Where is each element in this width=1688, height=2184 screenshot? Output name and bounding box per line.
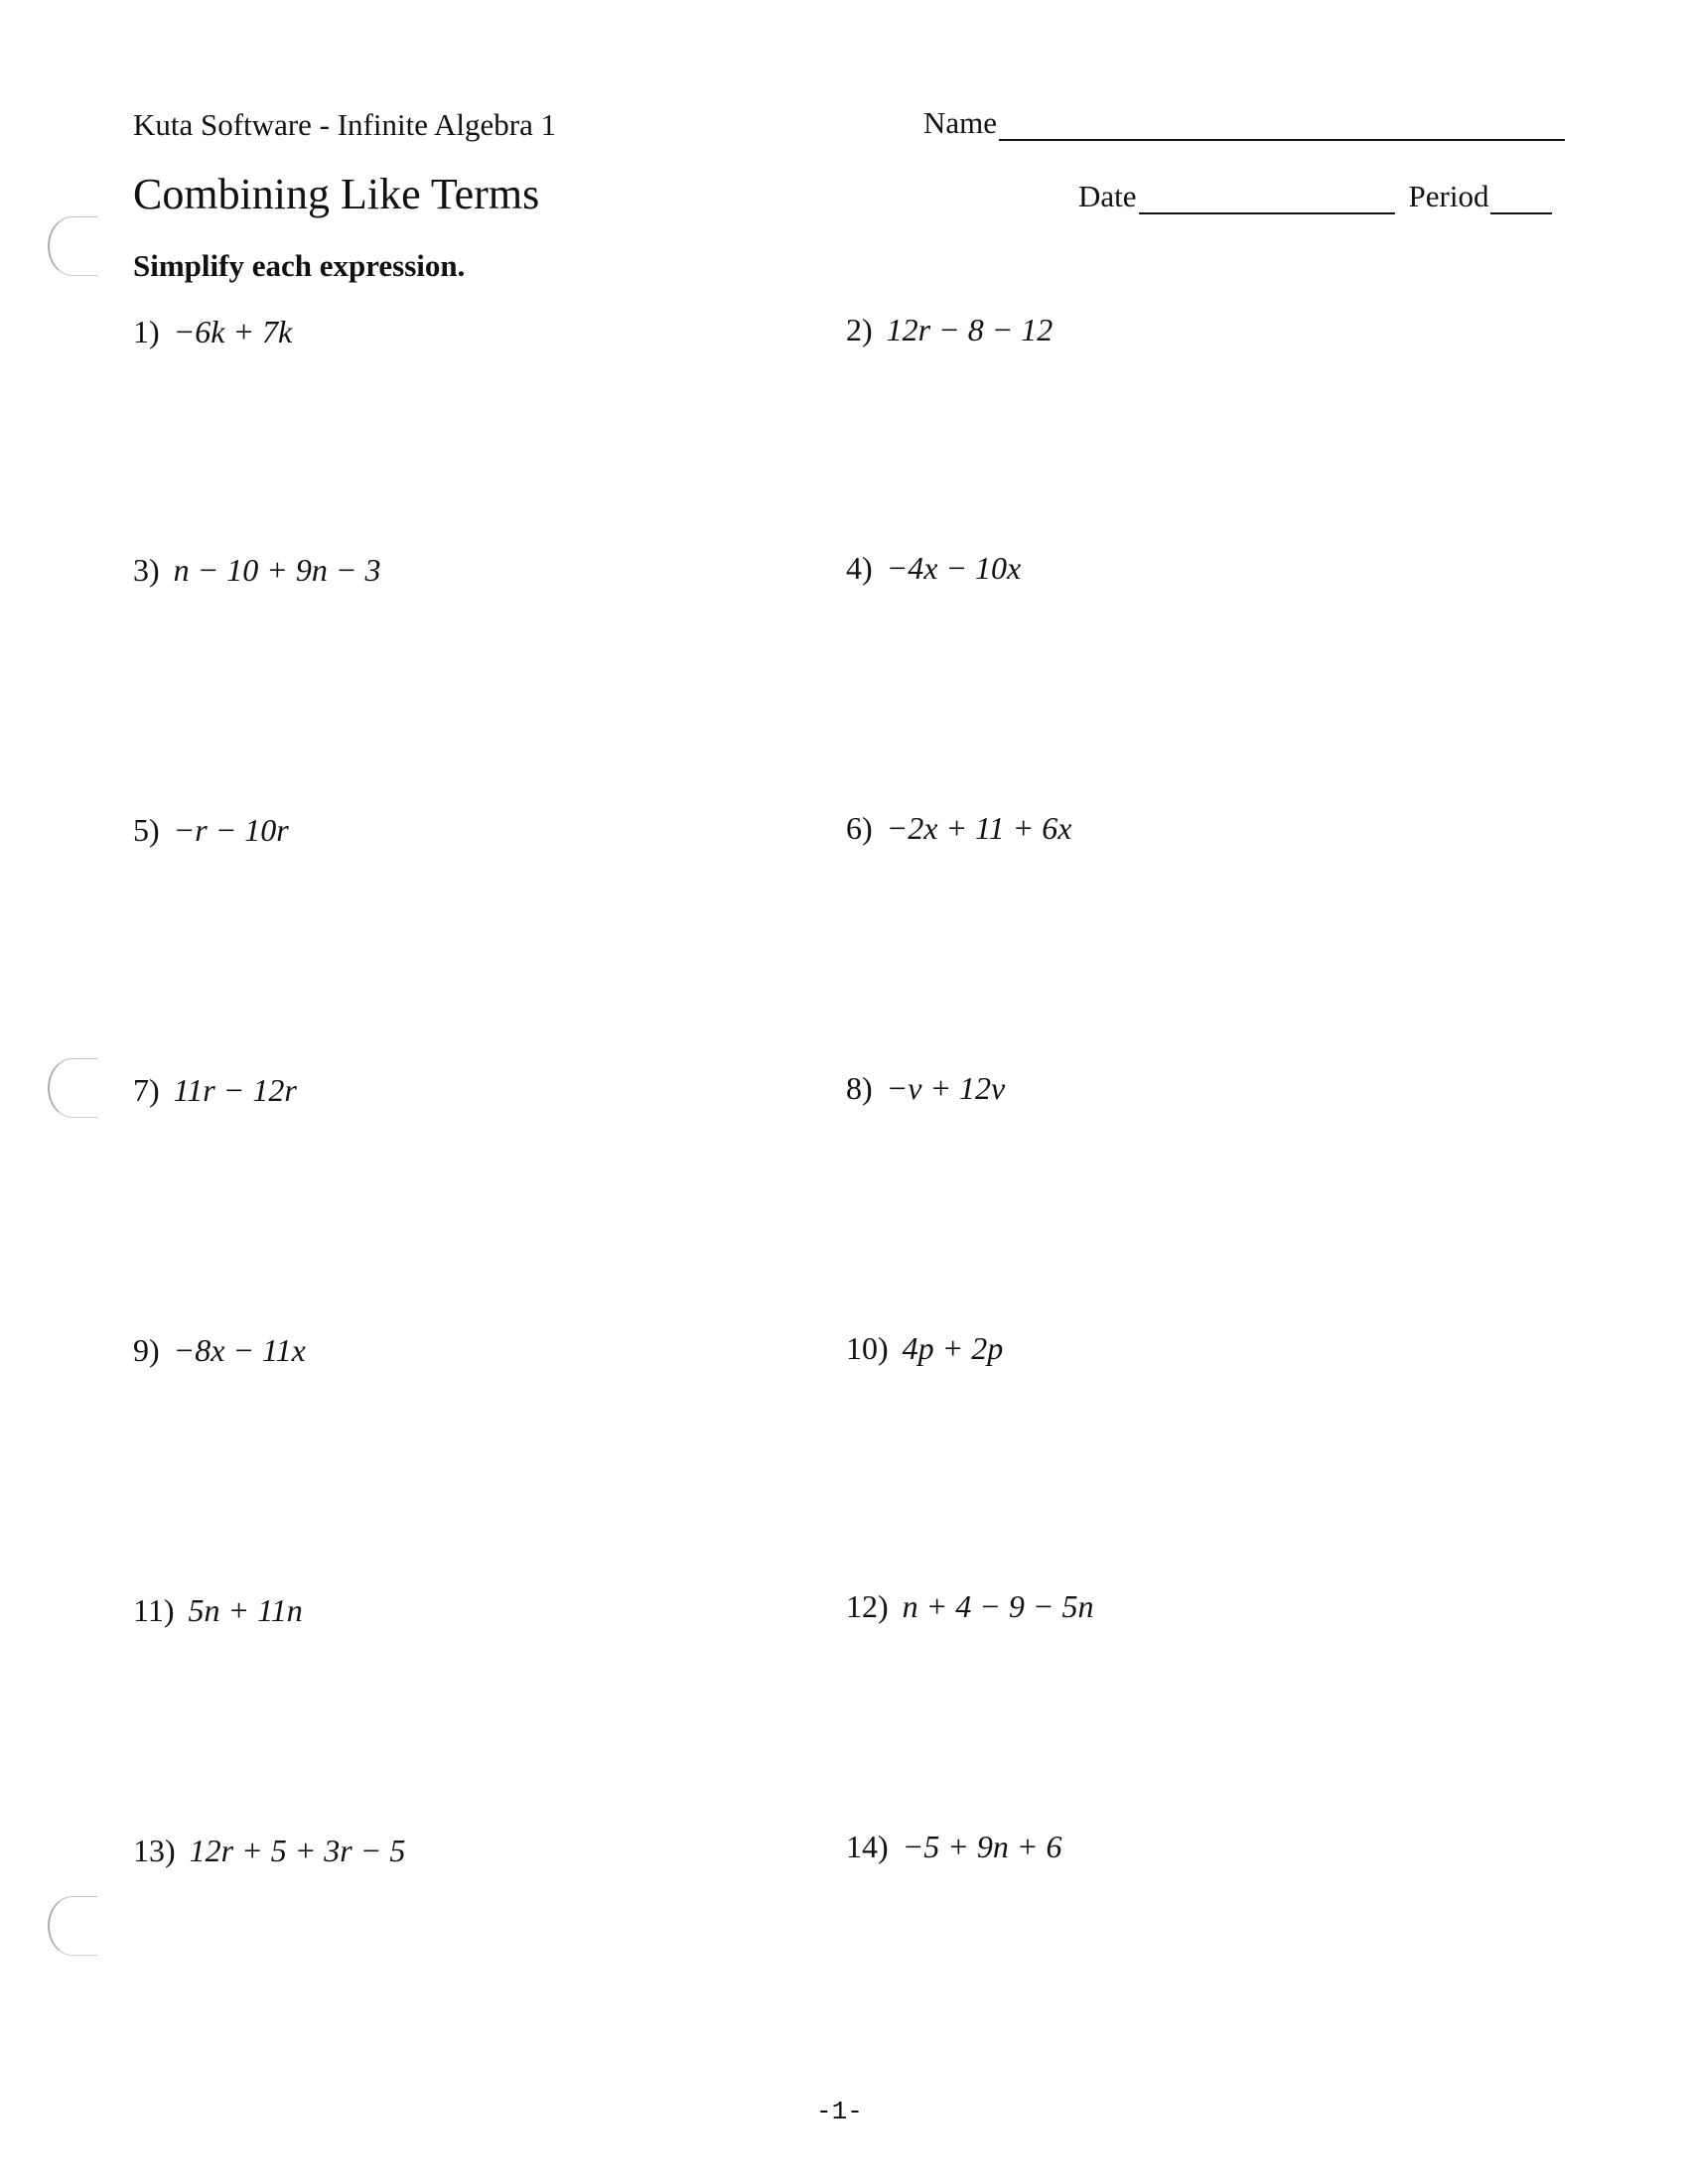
problem-number: 12) — [846, 1588, 889, 1624]
problem-item — [846, 550, 1021, 587]
binder-hole-mark — [48, 1058, 97, 1118]
name-field — [923, 105, 1565, 141]
binder-hole-mark — [48, 216, 97, 276]
problem-number: 13) — [133, 1833, 176, 1868]
problem-item — [846, 1330, 1003, 1367]
problem-number: 4) — [846, 550, 873, 586]
problem-item — [133, 1072, 297, 1109]
problem-expression: −2x + 11 + 6x — [886, 810, 1072, 846]
problem-expression: −4x − 10x — [886, 550, 1022, 586]
publisher-label: Kuta Software - Infinite Algebra 1 — [133, 107, 557, 142]
problem-item — [133, 812, 289, 849]
name-label: Name — [923, 105, 998, 140]
problem-number: 1) — [133, 314, 160, 349]
worksheet-title: Combining Like Terms — [133, 170, 540, 218]
problem-number: 8) — [846, 1070, 873, 1106]
problem-item — [133, 1592, 303, 1629]
problem-item — [133, 552, 380, 589]
problem-number: 10) — [846, 1330, 889, 1366]
problem-expression: n − 10 + 9n − 3 — [173, 552, 381, 588]
name-blank-line — [999, 111, 1565, 141]
problem-item — [133, 314, 292, 350]
problem-item — [846, 810, 1071, 847]
problem-expression: 12r + 5 + 3r − 5 — [189, 1833, 406, 1868]
problem-expression: 11r − 12r — [173, 1072, 297, 1108]
problem-number: 3) — [133, 552, 160, 588]
problem-number: 5) — [133, 812, 160, 848]
problem-expression: −5 + 9n + 6 — [902, 1829, 1062, 1864]
problem-expression: 4p + 2p — [902, 1330, 1004, 1366]
period-label: Period — [1408, 179, 1489, 213]
problem-expression: −r − 10r — [173, 812, 289, 848]
problem-expression: −v + 12v — [886, 1070, 1006, 1106]
problem-expression: n + 4 − 9 − 5n — [902, 1588, 1094, 1624]
problem-number: 6) — [846, 810, 873, 846]
problem-item — [846, 1070, 1005, 1107]
date-label: Date — [1078, 179, 1137, 213]
binder-hole-mark — [48, 1896, 97, 1956]
problem-item — [846, 1829, 1061, 1865]
problem-expression: −8x − 11x — [173, 1332, 306, 1368]
problem-expression: −6k + 7k — [173, 314, 293, 349]
problem-expression: 5n + 11n — [188, 1592, 303, 1628]
date-blank-line — [1139, 185, 1395, 214]
period-blank-line — [1490, 185, 1552, 214]
problem-number: 2) — [846, 312, 873, 347]
problem-expression: 12r − 8 − 12 — [886, 312, 1054, 347]
problem-item — [846, 1588, 1093, 1625]
problem-number: 11) — [133, 1592, 175, 1628]
problem-item — [133, 1833, 405, 1869]
problem-number: 14) — [846, 1829, 889, 1864]
page-number: -1- — [816, 2097, 863, 2126]
date-period-fields — [1078, 179, 1552, 214]
problem-number: 7) — [133, 1072, 160, 1108]
instructions: Simplify each expression. — [133, 248, 466, 283]
problem-item — [846, 312, 1053, 348]
problem-number: 9) — [133, 1332, 160, 1368]
problem-item — [133, 1332, 306, 1369]
